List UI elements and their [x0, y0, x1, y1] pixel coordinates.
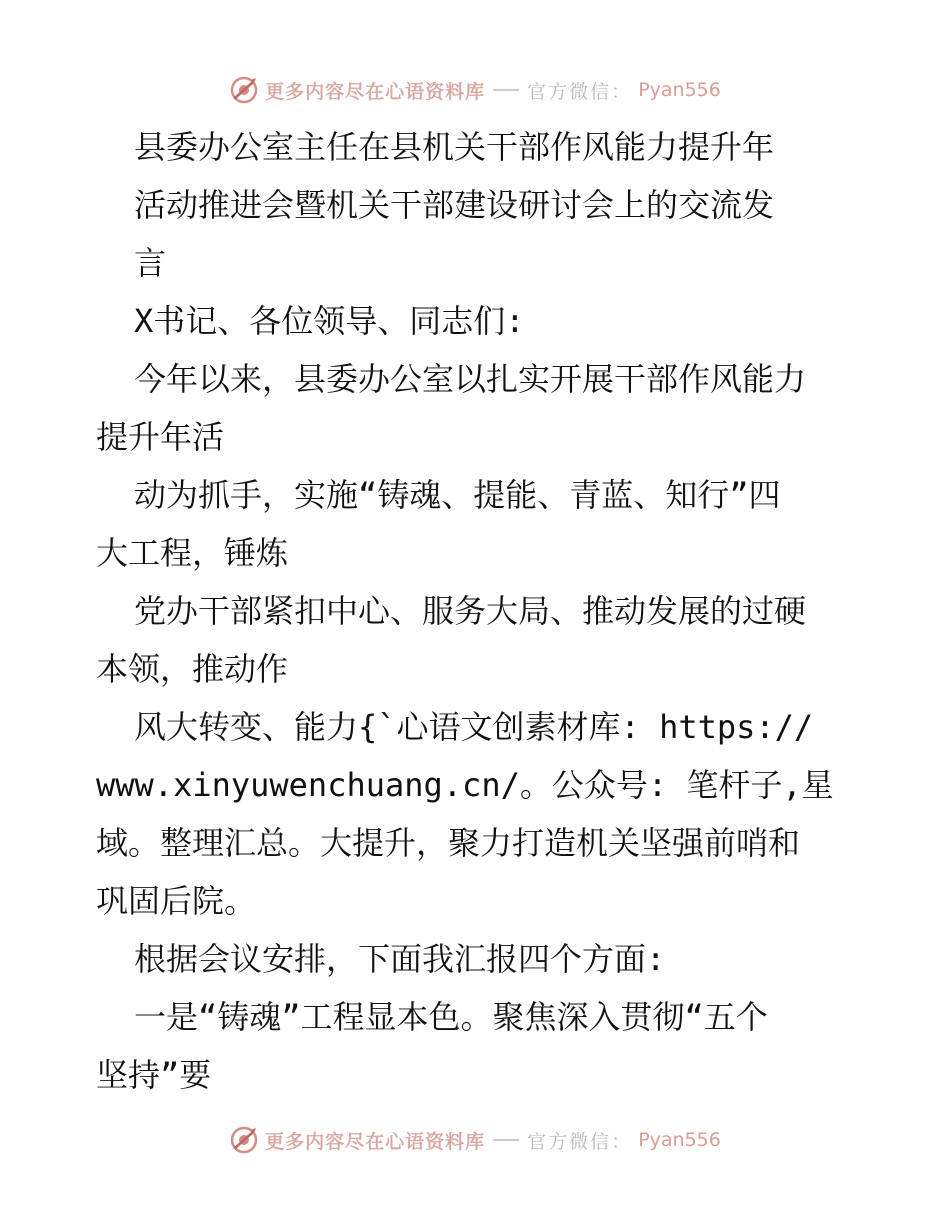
- text-line: 风大转变、能力{`心语文创素材库: https://: [134, 708, 814, 746]
- watermark-separator: [493, 89, 519, 91]
- seal-logo-icon: [229, 75, 259, 105]
- document-body: [96, 118, 856, 1104]
- text-line: 本领，推动作: [96, 650, 289, 688]
- watermark-id: Pyan556: [638, 1129, 721, 1151]
- text-line: X书记、各位领导、同志们:: [134, 302, 525, 340]
- text-line: 巩固后院。: [96, 882, 257, 920]
- text-line: www.xinyuwenchuang.cn/。公众号: 笔杆子,星: [96, 766, 834, 804]
- text-line: 提升年活: [96, 418, 225, 456]
- seal-logo-icon: [229, 1125, 259, 1155]
- text-line: 坚持”要: [96, 1056, 212, 1094]
- text-line: 动为抓手，实施“铸魂、提能、青蓝、知行”四: [134, 476, 781, 514]
- watermark-text: 更多内容尽在心语资料库: [265, 1130, 486, 1153]
- watermark-footer: [0, 1120, 950, 1160]
- text-line: 域。整理汇总。大提升，聚力打造机关坚强前哨和: [96, 824, 801, 862]
- text-line: 一是“铸魂”工程显本色。聚焦深入贯彻“五个: [134, 998, 768, 1036]
- watermark-separator: [493, 1139, 519, 1141]
- watermark-header: [0, 70, 950, 110]
- watermark-label: 官方微信：: [527, 1130, 633, 1153]
- text-line: 言: [134, 244, 167, 282]
- watermark-label: 官方微信：: [527, 80, 633, 103]
- watermark-text: 更多内容尽在心语资料库: [265, 80, 486, 103]
- text-line: 活动推进会暨机关干部建设研讨会上的交流发: [134, 186, 775, 224]
- text-line: 县委办公室主任在县机关干部作风能力提升年: [134, 128, 775, 166]
- watermark-id: Pyan556: [638, 79, 721, 101]
- text-line: 党办干部紧扣中心、服务大局、推动发展的过硬: [134, 592, 807, 630]
- text-line: 大工程，锤炼: [96, 534, 289, 572]
- text-line: 今年以来，县委办公室以扎实开展干部作风能力: [134, 360, 807, 398]
- text-line: 根据会议安排，下面我汇报四个方面:: [134, 940, 666, 978]
